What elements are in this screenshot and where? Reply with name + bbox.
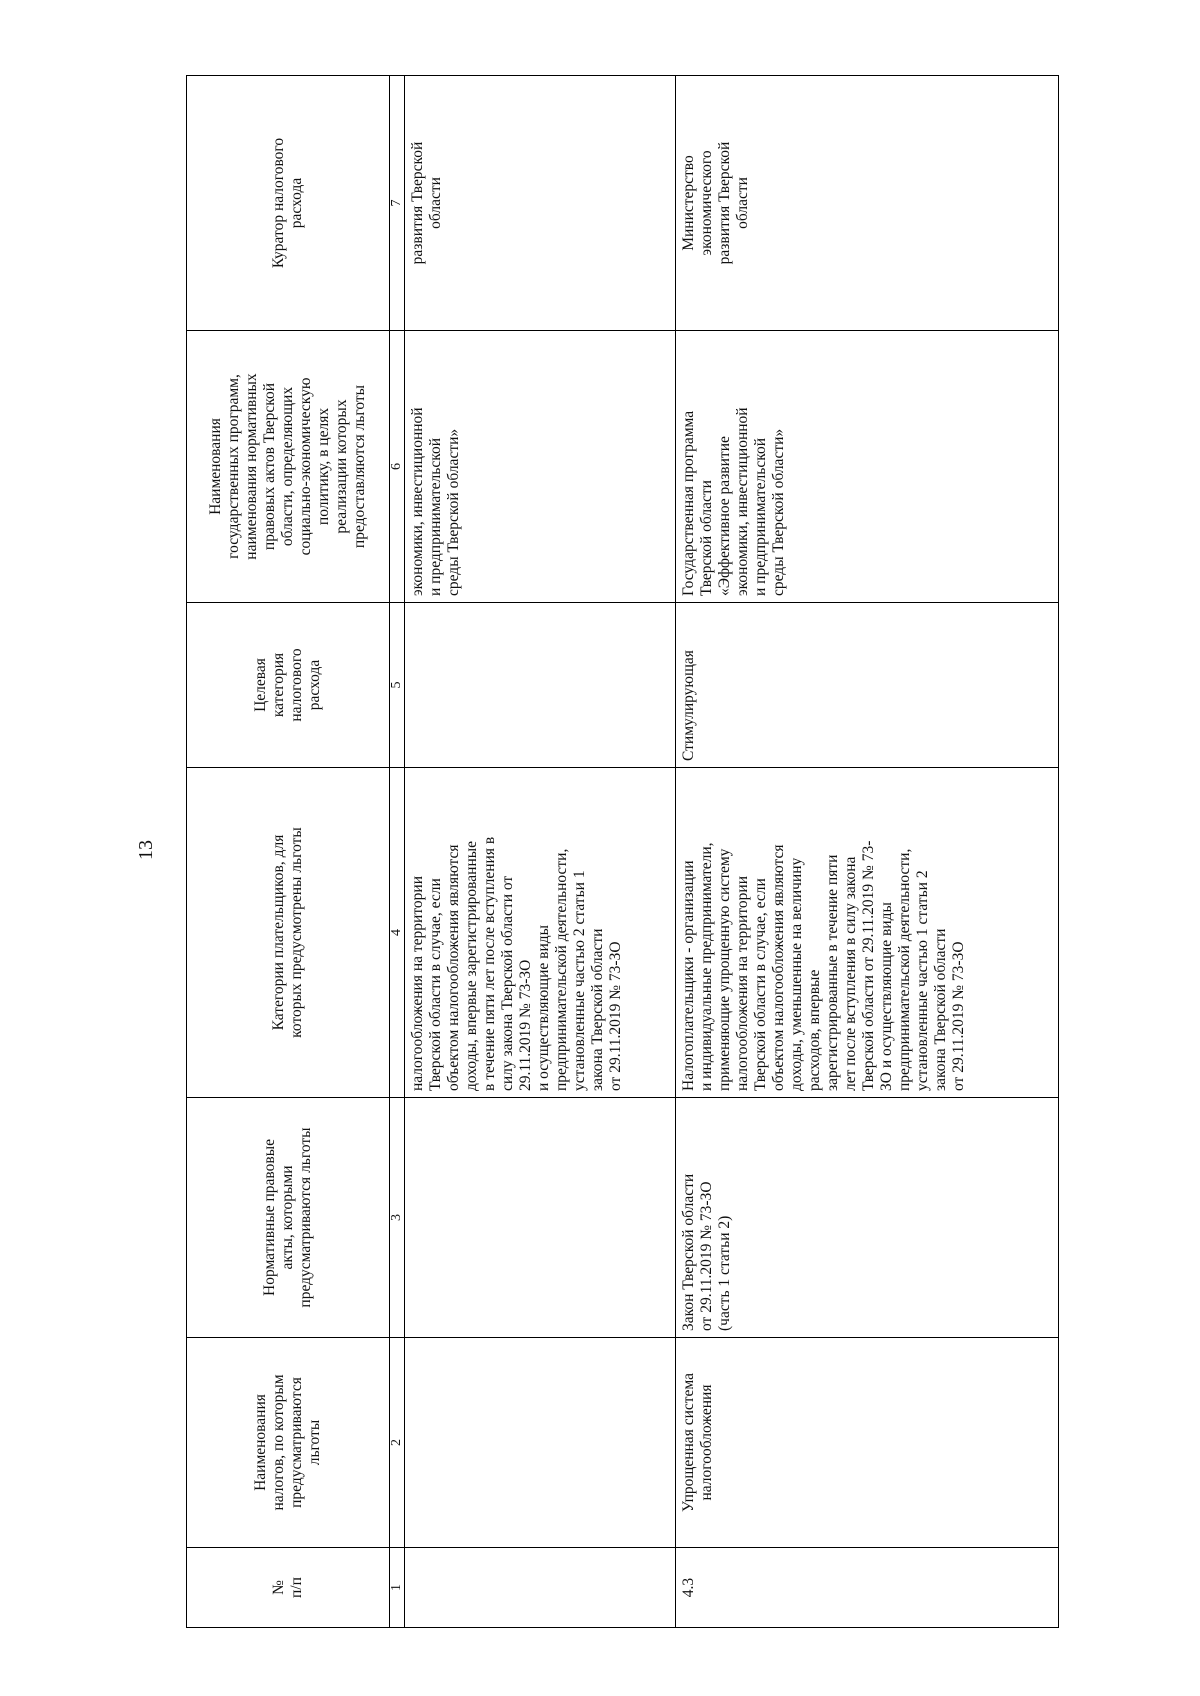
row-number xyxy=(405,1548,676,1628)
column-number: 3 xyxy=(390,1098,405,1338)
header-target-category: Целевая категория налогового расхода xyxy=(187,603,390,768)
target-category-cell: Стимулирующая xyxy=(676,603,1059,768)
table-header-row xyxy=(187,76,390,1628)
payer-categories-cell: Налогоплательщики - организации и индивидуальные предприниматели, применяющие упрощенную систему налогообложения на территории Тверской области в случае, если объектом налогообложения являются доходы, уменьшенные на величину расходов, впервые зарегистрированные в течение пяти лет после вступления в силу закона Тверской области от 29.11.2019 № 73- ЗО и осуществляющие виды предпринимательской деятельности, установленные частью 1 статьи 2 закона Тверской области от 29.11.2019 № 73-ЗО xyxy=(676,768,1059,1098)
table-row xyxy=(676,76,1059,1628)
row-number: 4.3 xyxy=(676,1548,1059,1628)
column-number: 5 xyxy=(390,603,405,768)
column-number: 6 xyxy=(390,331,405,603)
legal-acts-cell: Закон Тверской области от 29.11.2019 № 73-ЗО (часть 1 статьи 2) xyxy=(676,1098,1059,1338)
header-number: № п/п xyxy=(187,1548,390,1628)
tax-expenditure-table xyxy=(186,75,1059,1628)
header-payer-categories: Категории плательщиков, для которых предусмотрены льготы xyxy=(187,768,390,1098)
target-category-cell xyxy=(405,603,676,768)
column-numbers-row xyxy=(390,76,405,1628)
programs-cell: Государственная программа Тверской области «Эффективное развитие экономики, инвестиционной и предпринимательской среды Тверской области» xyxy=(676,331,1059,603)
legal-acts-cell xyxy=(405,1098,676,1338)
curator-cell: развития Тверской области xyxy=(405,76,676,331)
header-legal-acts: Нормативные правовые акты, которыми предусматриваются льготы xyxy=(187,1098,390,1338)
payer-categories-cell: налогообложения на территории Тверской области в случае, если объектом налогообложения являются доходы, впервые зарегистрированные в течение пяти лет после вступления в силу закона Тверской области от 29.11.2019 № 73-ЗО и осуществляющие виды предпринимательской деятельности, установленные частью 2 статьи 1 закона Тверской области от 29.11.2019 № 73-ЗО xyxy=(405,768,676,1098)
programs-cell: экономики, инвестиционной и предпринимательской среды Тверской области» xyxy=(405,331,676,603)
column-number: 7 xyxy=(390,76,405,331)
tax-name-cell xyxy=(405,1338,676,1548)
page-number: 13 xyxy=(135,840,157,860)
column-number: 2 xyxy=(390,1338,405,1548)
header-programs: Наименования государственных программ, наименования нормативных правовых актов Тверской области, определяющих социально-экономическую политику, в целях реализации которых предоставляются льготы xyxy=(187,331,390,603)
tax-name-cell: Упрощенная система налогообложения xyxy=(676,1338,1059,1548)
table-row xyxy=(405,76,676,1628)
curator-cell: Министерство экономического развития Тверской области xyxy=(676,76,1059,331)
header-tax-name: Наименования налогов, по которым предусматриваются льготы xyxy=(187,1338,390,1548)
header-curator: Куратор налогового расхода xyxy=(187,76,390,331)
document-table-rotated xyxy=(186,76,1070,1628)
column-number: 4 xyxy=(390,768,405,1098)
column-number: 1 xyxy=(390,1548,405,1628)
